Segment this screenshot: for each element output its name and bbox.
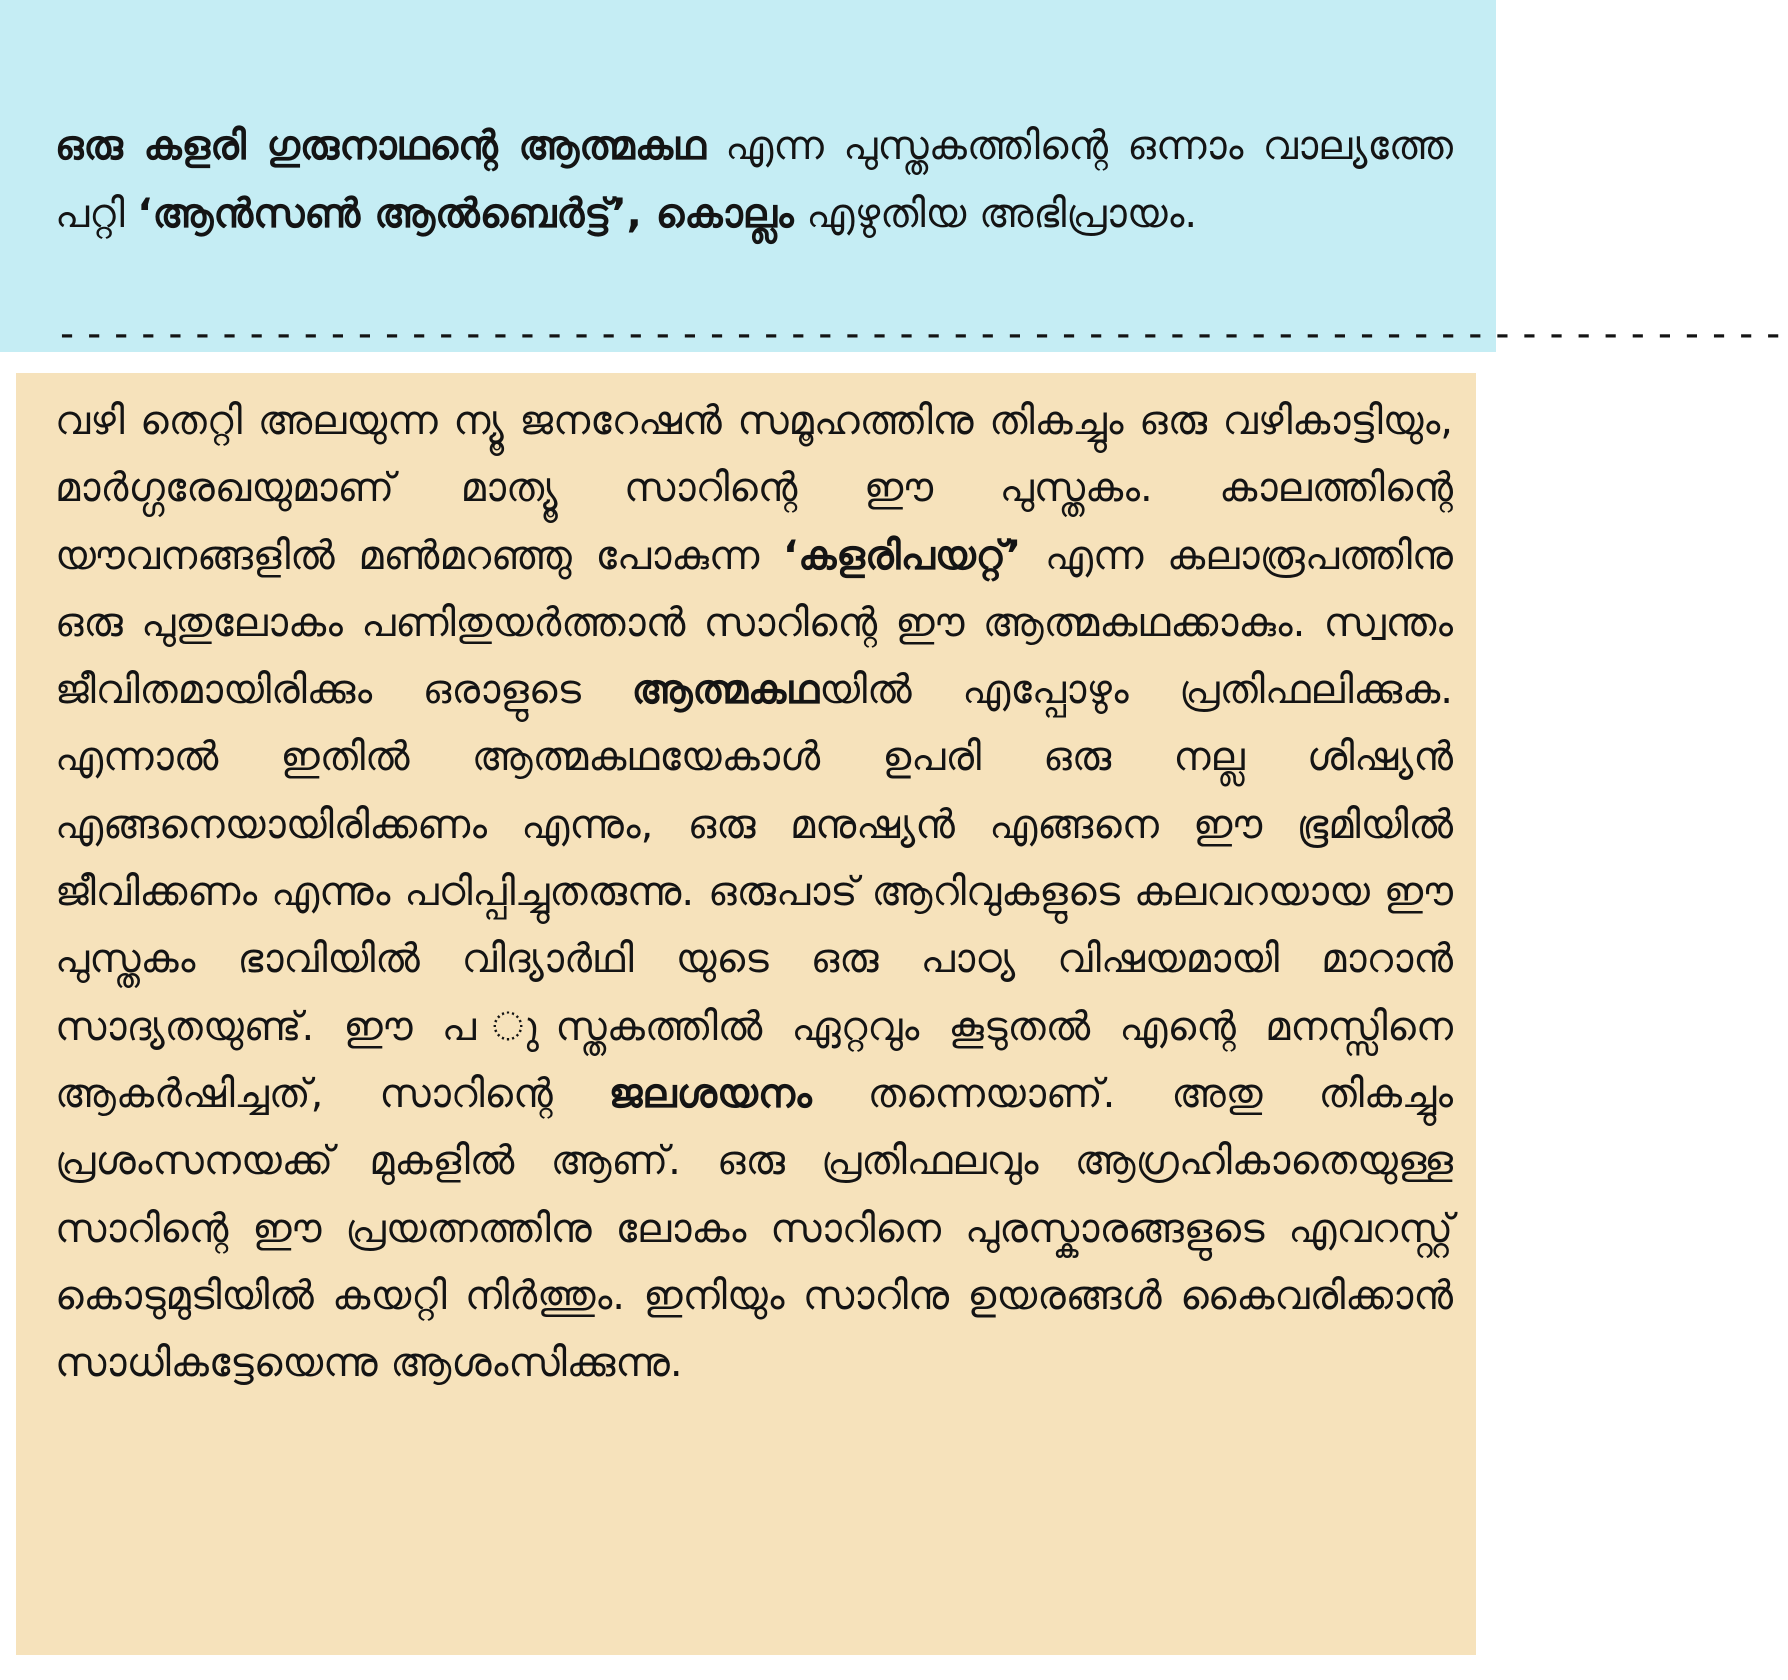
jalashayanam-term: ജലശയനം: [608, 1070, 812, 1117]
review-panel: [16, 373, 1476, 1655]
review-text-part-3: യിൽ എപ്പോഴും പ്രതിഫലിക്കുക. എന്നാൽ ഇതിൽ ആത്മകഥയേകാൾ ഉപരി ഒരു നല്ല ശിഷ്യൻ എങ്ങനെയായിരിക്കണം എന്നും, ഒരു മനുഷ്യൻ എങ്ങനെ ഈ ഭൂമിയിൽ ജീവിക്കണം എന്നും പഠിപ്പിച്ചുതരുന്നു. ഒരുപാട് ആറിവുകളുടെ കലവറയായ ഈ പുസ്തകം ഭാവിയിൽ വിദ്യാർഥി യുടെ ഒരു പാഠ്യ വിഷയമായി മാറാൻ സാദ്യതയുണ്ട്. ഈ പ ുസ്തകത്തിൽ ഏറ്റവും കൂടുതൽ എന്റെ മനസ്സിനെ ആകർഷിച്ചത്, സാറിന്റെ: [55, 667, 1453, 1117]
review-text-part-1: വഴി തെറ്റി അലയുന്ന ന്യൂ ജനറേഷൻ സമൂഹത്തിനു തികച്ചും ഒരു വഴികാട്ടിയും, മാർഗ്ഗരേഖയുമാണ് മാത്യൂ സാറിന്റെ ഈ പുസ്തകം. കാലത്തിന്റെ യൗവനങ്ങളിൽ മൺമറഞ്ഞു പോകുന്ന: [55, 398, 1453, 579]
dashed-separator: ----------------------------------------------------------------: [55, 311, 1788, 357]
header-panel: [0, 0, 1788, 357]
header-text-part-1: എന്ന പുസ്തകത്തിന്റെ ഒന്നാം വാല്യത്തേ പറ്റി: [55, 123, 1453, 237]
review-text-part-4: തന്നെയാണ്. അതു തികച്ചും പ്രശംസനയക്ക് മുകളിൽ ആണ്. ഒരു പ്രതിഫലവും ആഗ്രഹികാതെയുള്ള സാറിന്റെ ഈ പ്രയത്നത്തിനു ലോകം സാറിനെ പുരസ്കാരങ്ങളുടെ എവറസ്റ്റ് കൊടുമുടിയിൽ കയറ്റി നിർത്തും. ഇനിയും സാറിനു ഉയരങ്ങൾ കൈവരിക്കാൻ സാധികട്ടേയെന്നു ആശംസിക്കുന്നു.: [55, 1070, 1453, 1387]
header-text-part-2: എഴുതിയ അഭിപ്രായം.: [793, 191, 1198, 237]
reviewer-name: ‘ആൻസൺ ആൽബെർട്ട്’, കൊല്ലം: [137, 191, 794, 237]
header-text: [55, 112, 1453, 248]
review-text-part-2: എന്ന കലാരൂപത്തിനു ഒരു പുതുലോകം പണിതുയർത്താൻ സാറിന്റെ ഈ ആത്മകഥക്കാകും. സ്വന്തം ജീവിതമായിരിക്കും ഒരാളുടെ: [55, 532, 1453, 714]
kalaripayattu-term: ‘കളരിപയറ്റ്’: [783, 532, 1022, 579]
book-title: ഒരു കളരി ഗുരുനാഥന്റെ ആത്മകഥ: [55, 123, 706, 169]
atmakatha-term: ആത്മകഥ: [631, 667, 820, 714]
review-text: [55, 388, 1453, 1397]
